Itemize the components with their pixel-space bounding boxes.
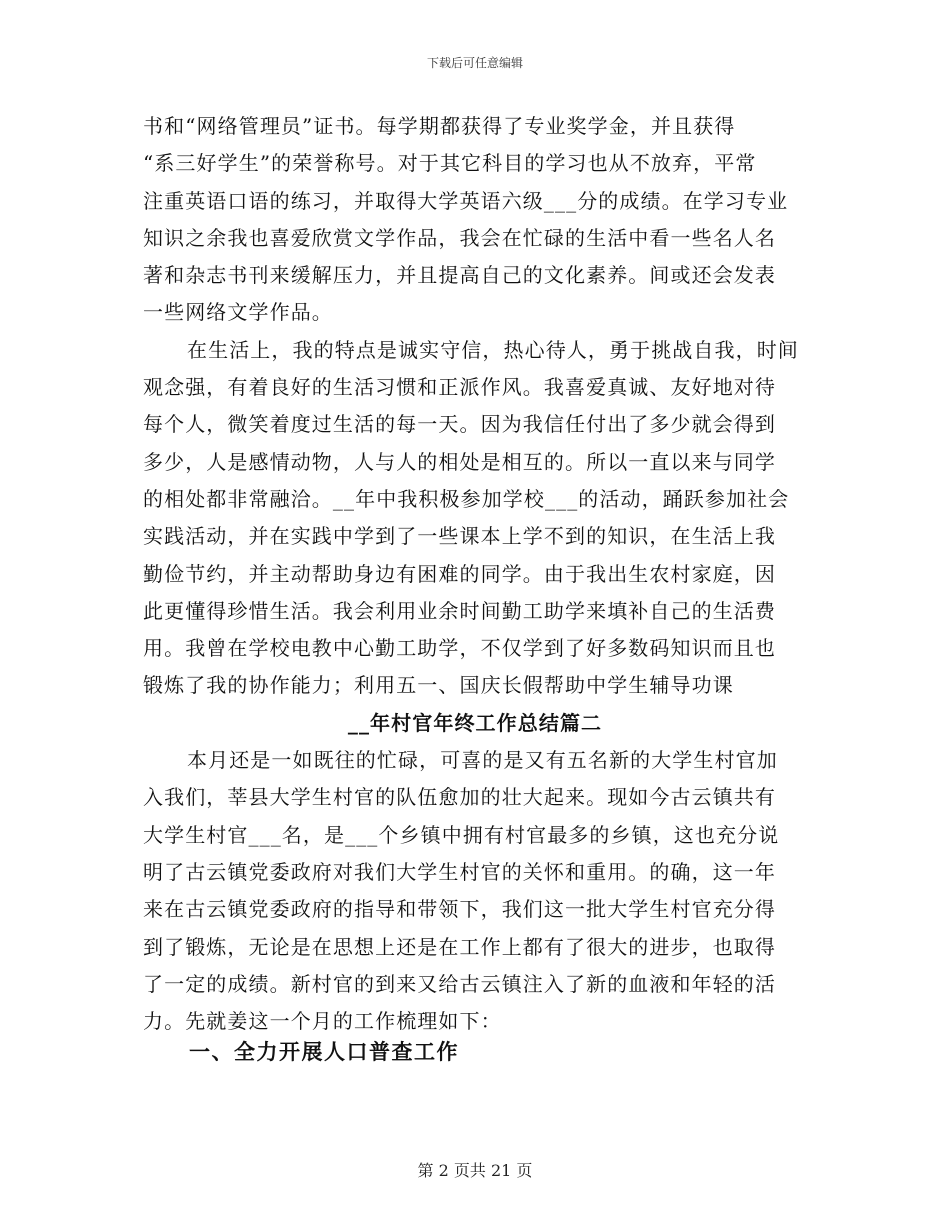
paragraph-line: 每个人，微笑着度过生活的每一天。因为我信任付出了多少就会得到 [143,412,776,437]
paragraph-line: 观念强，有着良好的生活习惯和正派作风。我喜爱真诚、友好地对待 [143,375,776,400]
paragraph-line: 来在古云镇党委政府的指导和带领下，我们这一批大学生村官充分得 [143,897,776,922]
page-header: 下载后可任意编辑 [426,56,523,70]
paragraph-line: 力。先就姜这一个月的工作梳理如下： [143,1009,502,1034]
paragraph-line: 书和“网络管理员”证书。每学期都获得了专业奖学金，并且获得 [143,114,736,138]
paragraph-line: 实践活动，并在实践中学到了一些课本上学不到的知识，在生活上我 [143,524,776,549]
paragraph-line: 此更懂得珍惜生活。我会利用业余时间勤工助学来填补自己的生活费 [143,598,776,623]
paragraph-line: 勤俭节约，并主动帮助身边有困难的同学。由于我出生农村家庭，因 [143,561,776,586]
section-title: __年村官年终工作总结篇二 [347,710,603,735]
paragraph-line: 明了古云镇党委政府对我们大学生村官的关怀和重用。的确，这一年 [143,859,776,884]
paragraph-line: 锻炼了我的协作能力；利用五一、国庆长假帮助中学生辅导功课 [143,673,734,698]
document-body [143,108,807,1040]
paragraph-line: 一些网络文学作品。 [143,300,333,325]
paragraph-line: 著和杂志书刊来缓解压力，并且提高自己的文化素养。间或还会发表 [143,263,776,288]
paragraph-line: 入我们，莘县大学生村官的队伍愈加的壮大起来。现如今古云镇共有 [143,785,776,810]
paragraph-line: 到了锻炼，无论是在思想上还是在工作上都有了很大的进步，也取得 [143,934,776,959]
paragraph-line: 的相处都非常融洽。__年中我积极参加学校___的活动，踊跃参加社会 [143,486,790,511]
paragraph-line: 注重英语口语的练习，并取得大学英语六级___分的成绩。在学习专业 [143,188,789,213]
paragraph-line: 知识之余我也喜爱欣赏文学作品，我会在忙碌的生活中看一些名人名 [143,225,776,250]
paragraph-line: 了一定的成绩。新村官的到来又给古云镇注入了新的血液和年轻的活 [143,971,776,996]
paragraph-line: “系三好学生”的荣誉称号。对于其它科目的学习也从不放弃，平常 [143,151,757,176]
paragraph-line: 大学生村官___名，是___个乡镇中拥有村官最多的乡镇，这也充分说 [143,822,780,847]
page-footer: 第 2 页共 21 页 [417,1161,533,1180]
paragraph-line: 用。我曾在学校电教中心勤工助学，不仅学到了好多数码知识而且也 [143,636,776,661]
subheading: 一、全力开展人口普查工作 [189,1039,459,1064]
paragraph-line: 多少，人是感情动物，人与人的相处是相互的。所以一直以来与同学 [143,449,776,474]
paragraph-line: 在生活上，我的特点是诚实守信，热心待人，勇于挑战自我，时间 [187,337,799,362]
paragraph-line: 本月还是一如既往的忙碌，可喜的是又有五名新的大学生村官加 [187,748,778,773]
